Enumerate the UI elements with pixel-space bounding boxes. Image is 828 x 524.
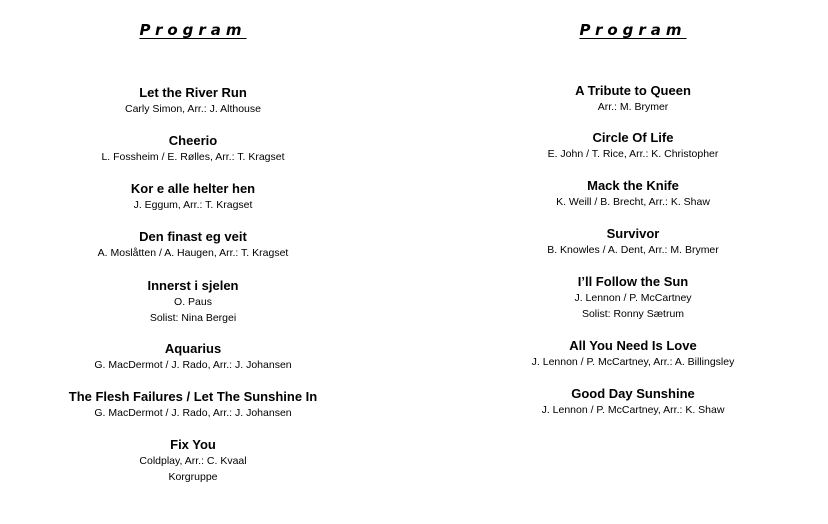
piece-credits: Arr.: M. Brymer: [597, 101, 669, 113]
program-item: [458, 338, 808, 370]
piece-credits: K. Weill / B. Brecht, Arr.: K. Shaw: [556, 196, 710, 208]
piece-title: Mack the Knife: [587, 178, 679, 193]
program-item: [18, 181, 368, 213]
program-item: [458, 386, 808, 418]
piece-credits: O. Paus: [174, 296, 212, 308]
piece-credits: E. John / T. Rice, Arr.: K. Christopher: [547, 148, 719, 160]
piece-credits: G. MacDermot / J. Rado, Arr.: J. Johansen: [94, 359, 292, 371]
piece-title: The Flesh Failures / Let The Sunshine In: [68, 389, 318, 404]
piece-performer: Korgruppe: [168, 471, 218, 483]
program-item: [458, 226, 808, 258]
program-item: [18, 133, 368, 165]
piece-title: A Tribute to Queen: [575, 83, 691, 98]
piece-title: Kor e alle helter hen: [130, 181, 256, 196]
program-item: [458, 83, 808, 115]
piece-title: I’ll Follow the Sun: [577, 274, 689, 289]
program-item: [18, 229, 368, 261]
program-item: [18, 85, 368, 117]
piece-title: Good Day Sunshine: [571, 386, 695, 401]
piece-title: Survivor: [606, 226, 660, 241]
program-heading-left: Program: [139, 21, 247, 39]
program-item: [458, 130, 808, 162]
piece-title: Cheerio: [168, 133, 218, 148]
program-item: [458, 178, 808, 210]
piece-credits: G. MacDermot / J. Rado, Arr.: J. Johansen: [94, 407, 292, 419]
piece-soloist: Solist: Nina Bergei: [149, 312, 237, 324]
piece-title: Den finast eg veit: [139, 229, 247, 244]
piece-title: Circle Of Life: [592, 130, 674, 145]
piece-credits: Carly Simon, Arr.: J. Althouse: [125, 103, 261, 115]
piece-title: All You Need Is Love: [569, 338, 697, 353]
program-item: [18, 389, 368, 421]
piece-title: Innerst i sjelen: [147, 278, 239, 293]
program-item: [458, 274, 808, 322]
piece-credits: A. Moslåtten / A. Haugen, Arr.: T. Kragset: [97, 247, 289, 259]
piece-title: Aquarius: [164, 341, 222, 356]
program-heading-right: Program: [579, 21, 687, 39]
piece-title: Let the River Run: [139, 85, 247, 100]
piece-title: Fix You: [170, 437, 216, 452]
program-item: [18, 278, 368, 326]
program-item: [18, 437, 368, 485]
piece-credits: J. Lennon / P. McCartney, Arr.: K. Shaw: [541, 404, 725, 416]
program-item: [18, 341, 368, 373]
piece-credits: J. Lennon / P. McCartney: [574, 292, 692, 304]
piece-credits: J. Lennon / P. McCartney, Arr.: A. Billingsley: [531, 356, 735, 368]
piece-credits: B. Knowles / A. Dent, Arr.: M. Brymer: [547, 244, 719, 256]
piece-soloist: Solist: Ronny Sætrum: [581, 308, 685, 320]
piece-credits: J. Eggum, Arr.: T. Kragset: [133, 199, 253, 211]
piece-credits: Coldplay, Arr.: C. Kvaal: [139, 455, 247, 467]
piece-credits: L. Fossheim / E. Rølles, Arr.: T. Kragset: [101, 151, 285, 163]
